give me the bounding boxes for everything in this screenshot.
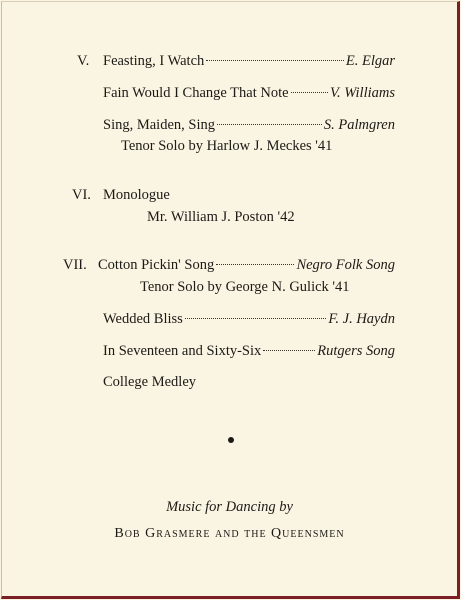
dot-leader bbox=[206, 60, 344, 61]
program-item bbox=[103, 84, 395, 102]
program-page bbox=[1, 1, 460, 599]
item-note: Tenor Solo by George N. Gulick '41 bbox=[140, 279, 350, 295]
section-numeral: V. bbox=[77, 53, 90, 69]
program-item bbox=[103, 342, 395, 360]
item-title: In Seventeen and Sixty-Six bbox=[103, 343, 262, 359]
program-item bbox=[98, 256, 395, 274]
dot-leader bbox=[185, 318, 327, 319]
dot-leader bbox=[291, 92, 328, 93]
item-title: Wedded Bliss bbox=[103, 311, 183, 327]
section-numeral: VII. bbox=[63, 257, 87, 273]
item-title: College Medley bbox=[103, 374, 197, 390]
item-performer: Mr. William J. Poston '42 bbox=[147, 209, 295, 225]
separator-bullet bbox=[228, 437, 234, 443]
program-item bbox=[103, 310, 395, 328]
item-title: Fain Would I Change That Note bbox=[103, 85, 289, 101]
item-composer: E. Elgar bbox=[345, 53, 395, 69]
dot-leader bbox=[216, 264, 294, 265]
item-title: Sing, Maiden, Sing bbox=[103, 117, 215, 133]
item-title: Cotton Pickin' Song bbox=[98, 257, 215, 273]
dot-leader bbox=[263, 350, 315, 351]
program-item bbox=[103, 52, 395, 70]
item-composer: Rutgers Song bbox=[317, 343, 395, 359]
item-composer: V. Williams bbox=[330, 85, 395, 101]
item-title: Feasting, I Watch bbox=[103, 53, 205, 69]
item-composer: S. Palmgren bbox=[323, 117, 395, 133]
footer-line1: Music for Dancing by bbox=[166, 499, 293, 515]
program-item bbox=[103, 116, 395, 134]
item-composer: Negro Folk Song bbox=[296, 257, 395, 273]
dot-leader bbox=[217, 124, 322, 125]
section-numeral: VI. bbox=[72, 187, 91, 203]
footer-line2: Bob Grasmere and the Queensmen bbox=[114, 526, 345, 541]
item-note: Tenor Solo by Harlow J. Meckes '41 bbox=[121, 138, 333, 154]
item-composer: F. J. Haydn bbox=[328, 311, 395, 327]
item-title: Monologue bbox=[103, 187, 170, 203]
